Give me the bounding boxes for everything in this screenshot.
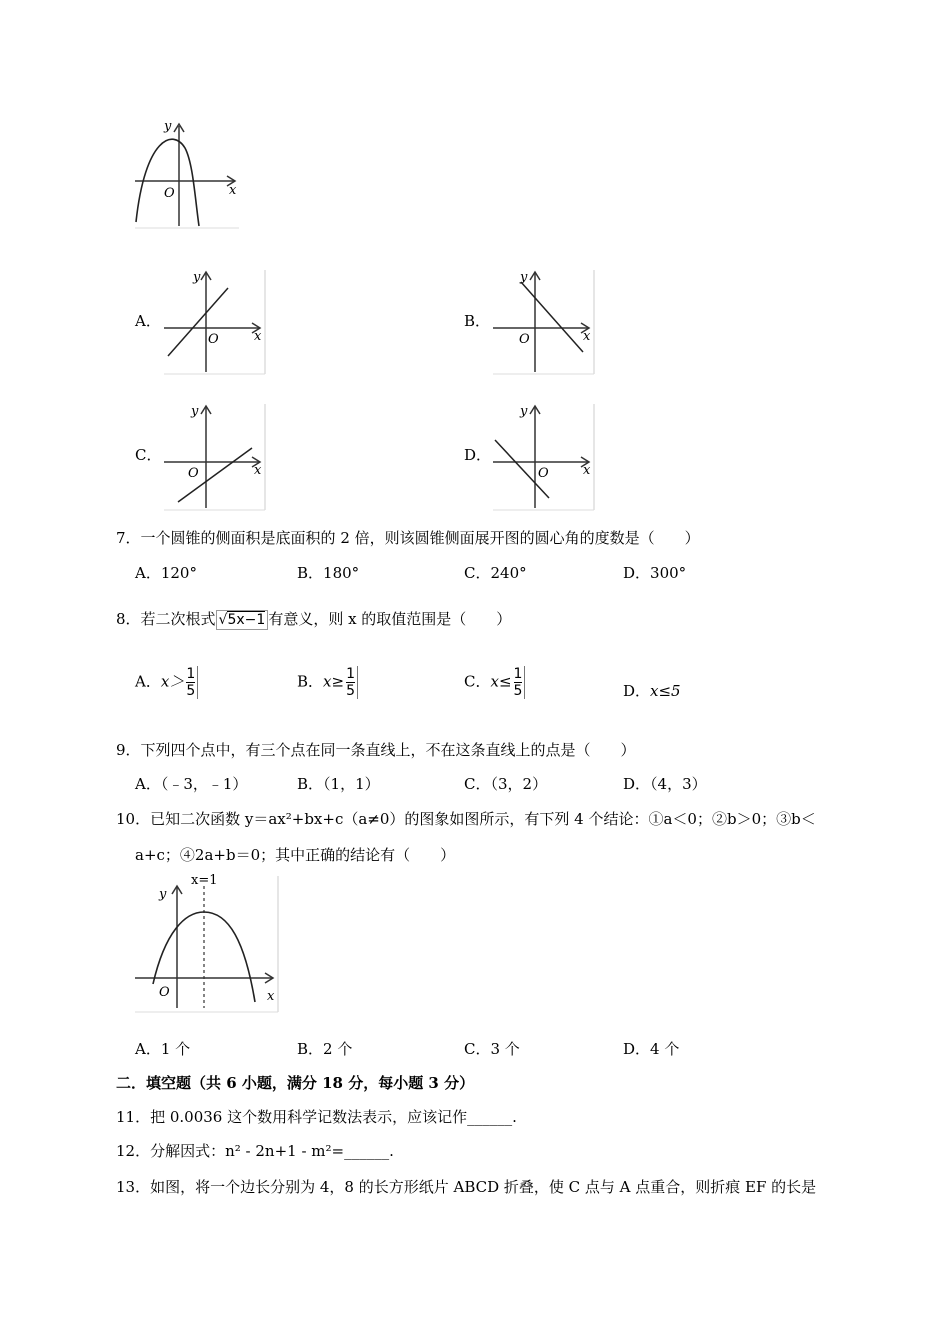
q8-option-d-label: D． (623, 682, 651, 700)
q6-option-b-label: B． (464, 312, 491, 330)
q6-option-d-label: D． (464, 446, 492, 464)
fraction (184, 666, 198, 699)
q8-radical: √5x−1 (216, 610, 269, 630)
q8-option-c (464, 666, 525, 699)
origin-label: O (159, 985, 170, 1000)
section-2-heading: 二．填空题（共 6 小题，满分 18 分，每小题 3 分） (116, 1074, 475, 1092)
q10-option-d: D．4 个 (623, 1040, 680, 1058)
q9-option-d: D．（4，3） (623, 775, 707, 793)
fraction-numerator: 1 (346, 666, 355, 682)
fraction-denominator: 5 (513, 683, 523, 699)
axis-x-label: x (229, 183, 237, 198)
q7-option-d: D．300° (623, 564, 687, 582)
q8-option-b-relation: x≥ (323, 672, 345, 691)
axis-x-label: x (583, 463, 591, 478)
axis-y-label: y (164, 119, 172, 134)
fraction-denominator: 5 (346, 683, 355, 699)
q9-option-c: C．（3，2） (464, 775, 548, 793)
origin-label: O (519, 332, 530, 347)
axis-y-label: y (520, 270, 528, 285)
q10-line1: 10．已知二次函数 y＝ax²+bx+c（a≠0）的图象如图所示，有下列 4 个结论：①a＜0；②b＞0；③b＜ (116, 810, 816, 828)
q11-text: 11．把 0.0036 这个数用科学记数法表示，应该记作______. (116, 1108, 517, 1126)
q7-option-c: C．240° (464, 564, 527, 582)
axis-x-label: x (254, 329, 262, 344)
fraction-denominator: 5 (186, 683, 196, 699)
origin-label: O (188, 466, 199, 481)
q12-text: 12．分解因式：n² - 2n+1 - m²=______. (116, 1142, 394, 1160)
axis-y-label: y (193, 270, 201, 285)
q9-option-a: A．（﹣3，﹣1） (135, 775, 248, 793)
q8-suffix: 有意义，则 x 的取值范围是（ ） (268, 610, 512, 628)
q8-option-b (297, 666, 358, 699)
q8-question (116, 609, 511, 630)
axis-y-label: y (191, 404, 199, 419)
q8-option-b-label: B． (297, 672, 324, 691)
q8-option-a-relation: x＞ (160, 672, 185, 691)
q7-option-b: B．180° (297, 564, 360, 582)
fraction (344, 666, 358, 699)
q6-option-a-label: A． (135, 312, 161, 330)
q7-text: 7．一个圆锥的侧面积是底面积的 2 倍，则该圆锥侧面展开图的圆心角的度数是（ ） (116, 529, 700, 547)
q6-option-c-graph (160, 400, 268, 512)
q8-option-a-label: A． (135, 672, 161, 691)
q8-option-c-relation: x≤ (490, 672, 512, 691)
q9-text: 9．下列四个点中，有三个点在同一条直线上，不在这条直线上的点是（ ） (116, 741, 636, 759)
origin-label: O (538, 466, 549, 481)
q8-option-d-text: x≤5 (650, 682, 681, 700)
fraction-numerator: 1 (513, 666, 523, 682)
q7-option-a: A．120° (135, 564, 197, 582)
q8-option-c-label: C． (464, 672, 491, 691)
q10-option-c: C．3 个 (464, 1040, 520, 1058)
axis-x-label: x (267, 989, 275, 1004)
q10-graph (133, 872, 281, 1014)
q6-option-c-label: C． (135, 446, 162, 464)
q10-line2: a+c；④2a+b＝0；其中正确的结论有（ ） (135, 846, 456, 864)
axis-y-label: y (159, 887, 167, 902)
axis-x-label: x (254, 463, 262, 478)
q6-option-a-graph (160, 266, 268, 376)
q8-radicand: 5x−1 (227, 612, 266, 628)
q8-option-a (135, 666, 198, 699)
q10-option-a: A．1 个 (135, 1040, 191, 1058)
q6-option-d-graph (489, 400, 597, 512)
q6-main-graph (133, 118, 243, 230)
q13-text: 13．如图，将一个边长分别为 4，8 的长方形纸片 ABCD 折叠，使 C 点与 A 点重合，则折痕 EF 的长是 (116, 1178, 817, 1196)
q9-option-b: B．（1，1） (297, 775, 380, 793)
q10-option-b: B．2 个 (297, 1040, 353, 1058)
axis-x-label: x (583, 329, 591, 344)
fraction-numerator: 1 (186, 666, 196, 682)
fraction (512, 666, 526, 699)
q8-prefix: 8．若二次根式 (116, 610, 216, 628)
q8-option-d (623, 681, 681, 701)
origin-label: O (208, 332, 219, 347)
axis-y-label: y (520, 404, 528, 419)
axis-of-symmetry-label: x=1 (191, 873, 218, 888)
origin-label: O (164, 186, 175, 201)
q6-option-b-graph (489, 266, 597, 376)
